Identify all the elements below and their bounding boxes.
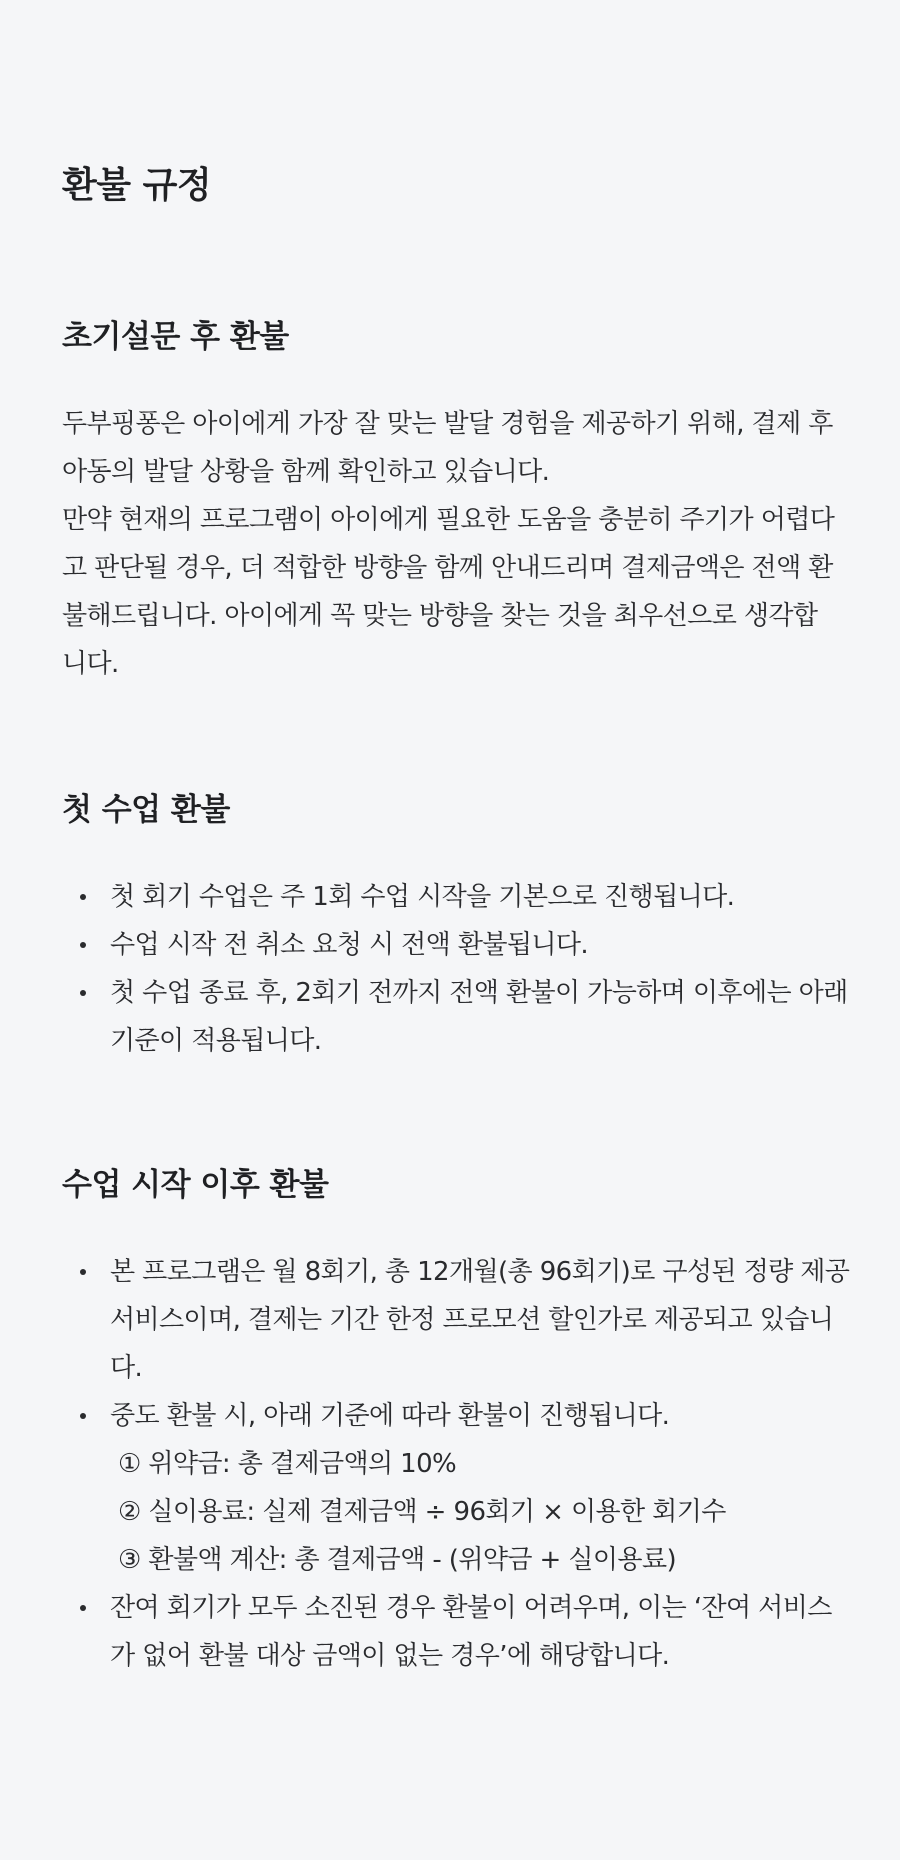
bullet-dot-icon <box>80 1413 86 1419</box>
list-item <box>62 1392 852 1584</box>
list-item-text: 첫 회기 수업은 주 1회 수업 시작을 기본으로 진행됩니다. <box>110 882 735 912</box>
bullet-dot-icon <box>80 1269 86 1275</box>
refund-calc-sub-item: ③ 환불액 계산: 총 결제금액 - (위약금 + 실이용료) <box>118 1545 677 1575</box>
bullet-dot-icon <box>80 990 86 996</box>
initial-survey-refund-body <box>62 400 838 688</box>
penalty-sub-item: ① 위약금: 총 결제금액의 10% <box>118 1449 457 1479</box>
list-item <box>62 873 852 921</box>
list-item <box>62 969 852 1065</box>
after-start-refund-list <box>62 1248 852 1680</box>
list-item <box>62 1248 852 1392</box>
list-item-text: 잔여 회기가 모두 소진된 경우 환불이 어려우며, 이는 ‘잔여 서비스가 없어 환불 대상 금액이 없는 경우’에 해당합니다. <box>110 1593 832 1671</box>
list-item <box>62 1584 852 1680</box>
list-item-text: 본 프로그램은 월 8회기, 총 12개월(총 96회기)로 구성된 정량 제공 서비스이며, 결제는 기간 한정 프로모션 할인가로 제공되고 있습니다. <box>110 1257 850 1383</box>
paragraph: 만약 현재의 프로그램이 아이에게 필요한 도움을 충분히 주기가 어렵다고 판단될 경우, 더 적합한 방향을 함께 안내드리며 결제금액은 전액 환불해드립니다. 아이에게 꼭 맞는 방향을 찾는 것을 최우선으로 생각합니다. <box>62 505 835 679</box>
section-title-after-start-refund: 수업 시작 이후 환불 <box>62 1167 329 1203</box>
page-title: 환불 규정 <box>62 165 212 206</box>
usage-fee-sub-item: ② 실이용료: 실제 결제금액 ÷ 96회기 × 이용한 회기수 <box>118 1497 726 1527</box>
paragraph: 두부핑퐁은 아이에게 가장 잘 맞는 발달 경험을 제공하기 위해, 결제 후 아동의 발달 상황을 함께 확인하고 있습니다. <box>62 409 833 487</box>
bullet-dot-icon <box>80 894 86 900</box>
bullet-dot-icon <box>80 942 86 948</box>
list-item-text: 수업 시작 전 취소 요청 시 전액 환불됩니다. <box>110 930 589 960</box>
list-item-text: 중도 환불 시, 아래 기준에 따라 환불이 진행됩니다. <box>110 1401 670 1431</box>
first-class-refund-list <box>62 873 852 1065</box>
bullet-dot-icon <box>80 1605 86 1611</box>
list-item-text: 첫 수업 종료 후, 2회기 전까지 전액 환불이 가능하며 이후에는 아래 기준이 적용됩니다. <box>110 978 848 1056</box>
section-title-first-class-refund: 첫 수업 환불 <box>62 792 230 828</box>
list-item <box>62 921 852 969</box>
section-title-initial-survey-refund: 초기설문 후 환불 <box>62 319 289 355</box>
